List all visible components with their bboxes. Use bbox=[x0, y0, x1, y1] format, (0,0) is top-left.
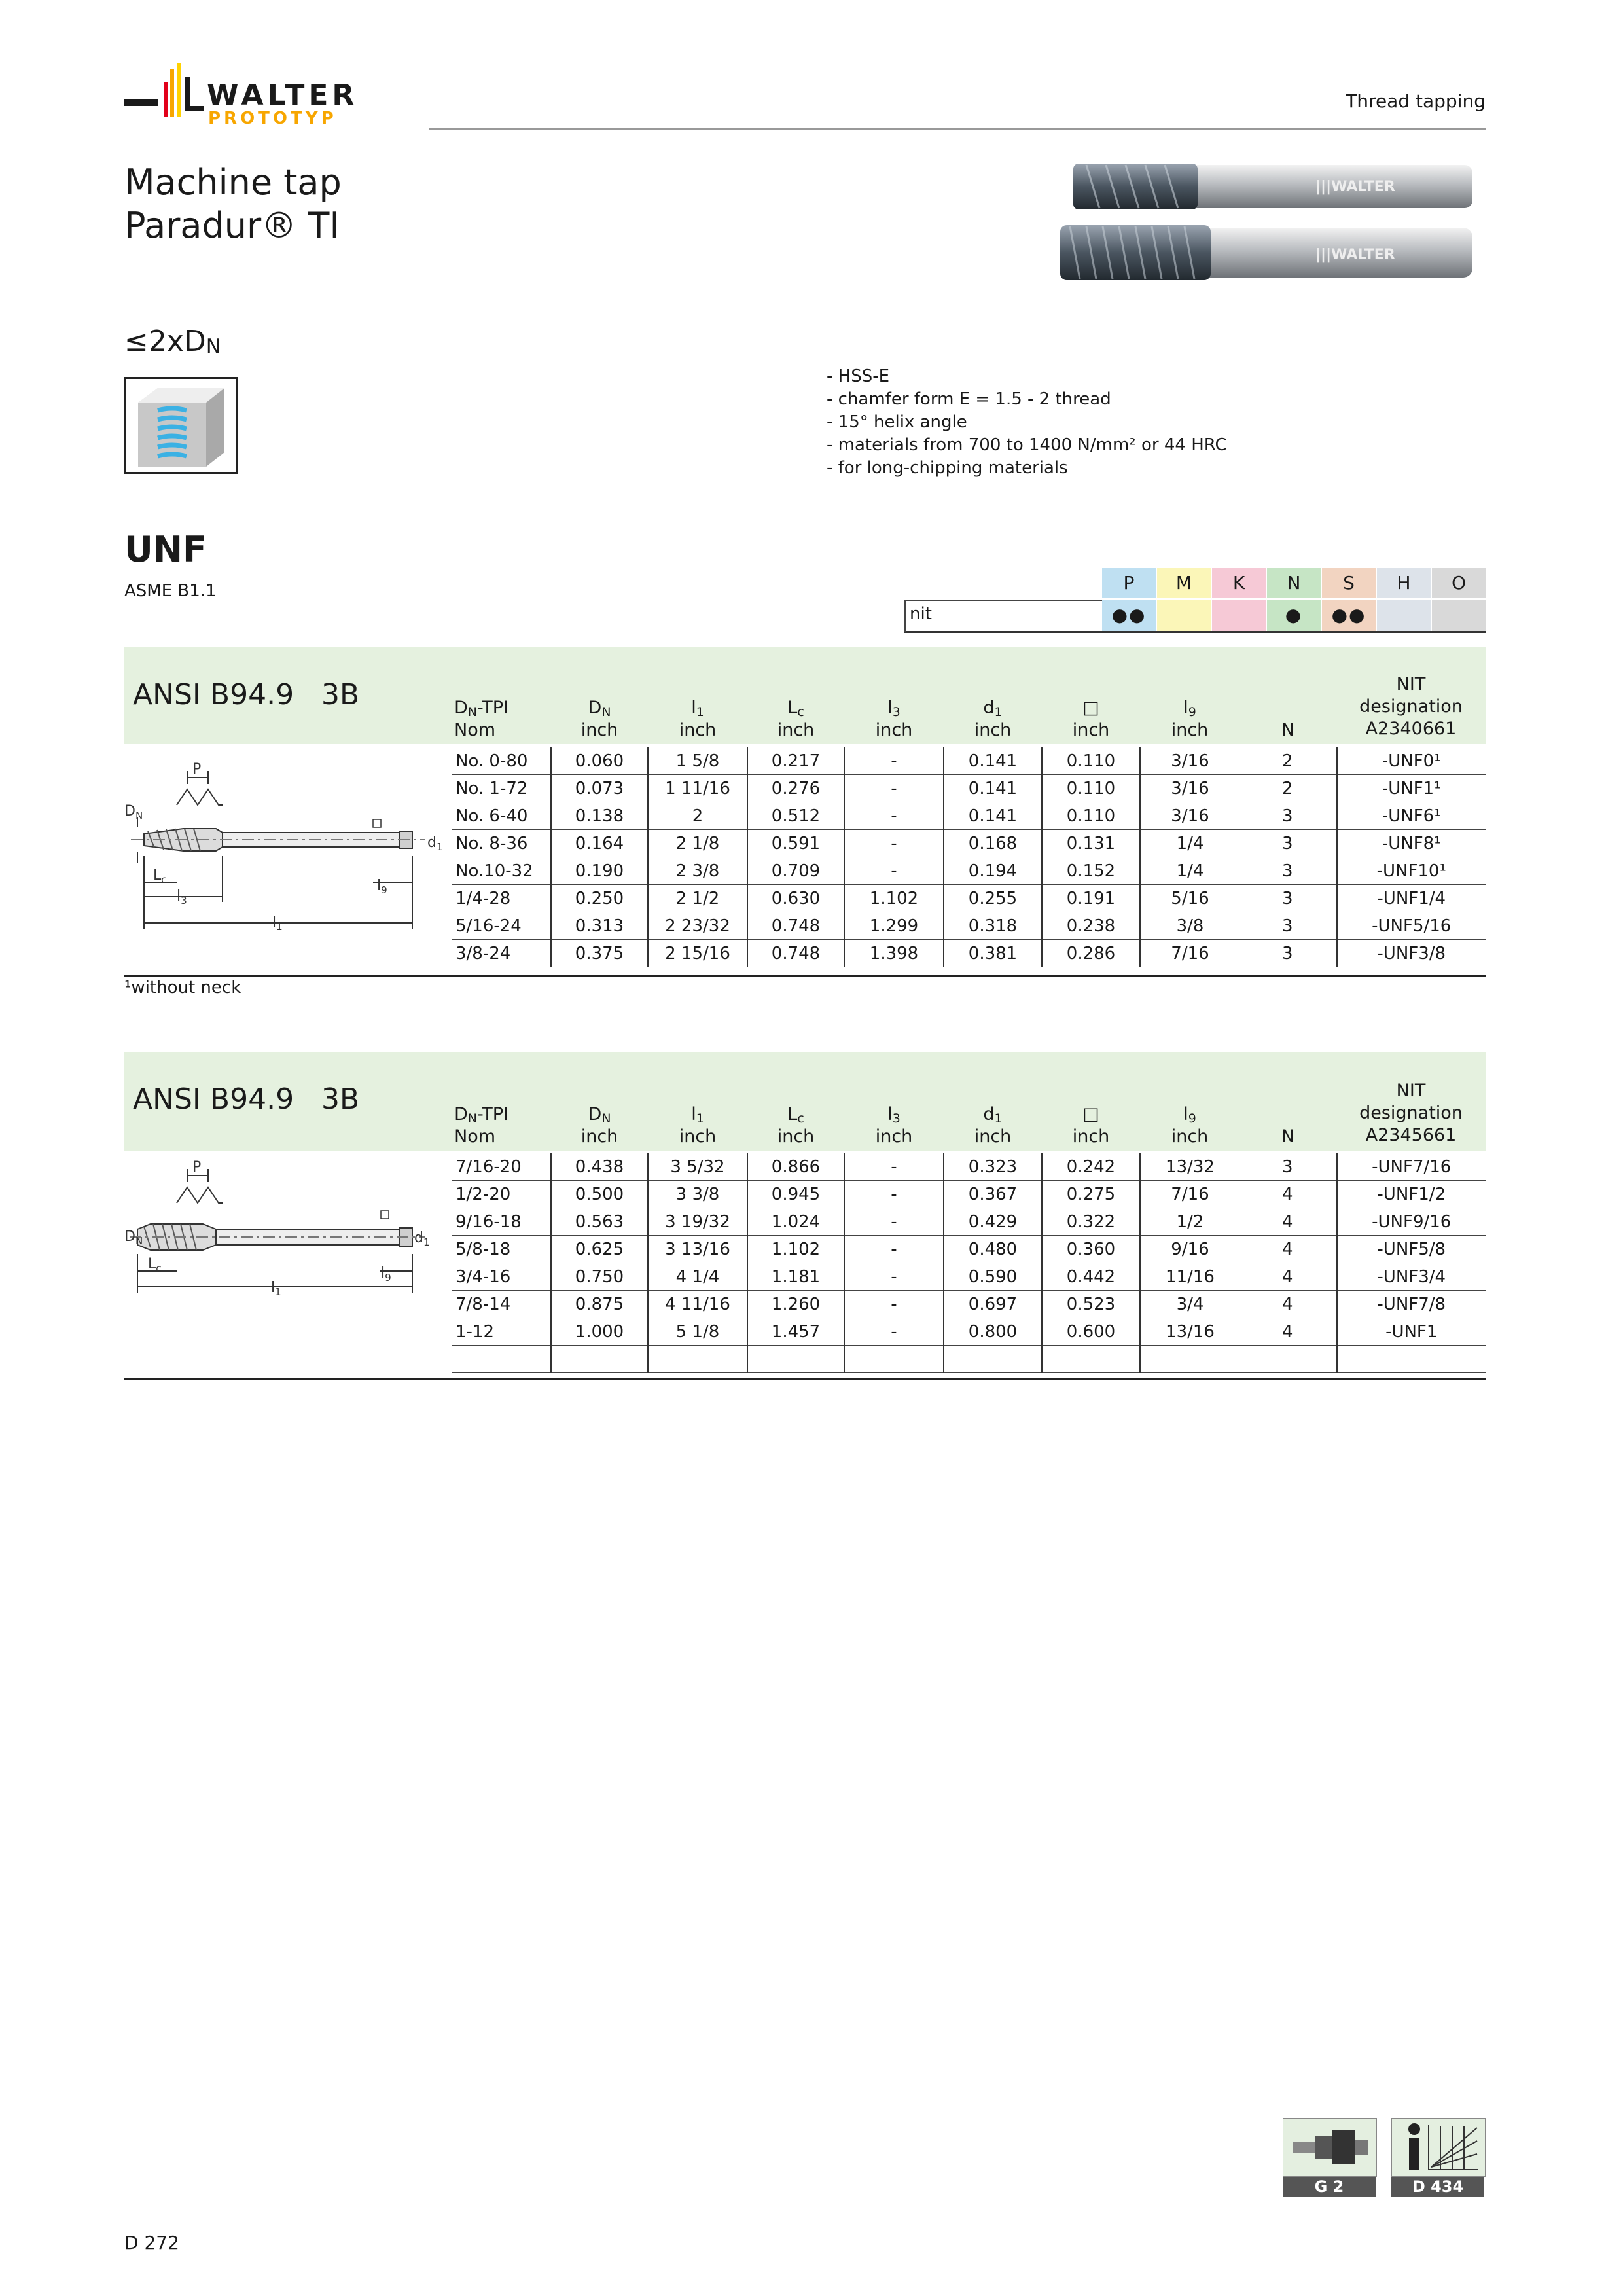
material-column bbox=[1266, 568, 1321, 631]
table-cell: 2 bbox=[648, 802, 747, 830]
table-cell: 13/32 bbox=[1140, 1153, 1240, 1181]
table-cell: 0.625 bbox=[551, 1236, 648, 1263]
svg-text:DN: $D_N$ bbox=[124, 803, 143, 821]
table-cell: 3 bbox=[1240, 912, 1336, 940]
material-rating: ●● bbox=[1322, 598, 1376, 631]
svg-text:Lc: $L_c$ bbox=[148, 1256, 162, 1274]
table-cell: 3 bbox=[1240, 802, 1336, 830]
table-cell: 2 1/8 bbox=[648, 830, 747, 857]
svg-text:l9: $l_9$ bbox=[381, 1265, 391, 1283]
table-row bbox=[452, 1236, 1486, 1263]
table-cell: 0.523 bbox=[1042, 1291, 1140, 1318]
svg-text:l1: $l_1$ bbox=[271, 1280, 281, 1298]
table-cell: -UNF1/2 bbox=[1336, 1181, 1486, 1208]
table-cell: 5/8-18 bbox=[452, 1236, 551, 1263]
table-cell: 2 1/2 bbox=[648, 885, 747, 912]
material-label: O bbox=[1432, 568, 1486, 598]
table-cell: -UNF5/8 bbox=[1336, 1236, 1486, 1263]
table-cell: - bbox=[844, 802, 944, 830]
table2-bottom-rule bbox=[124, 1378, 1486, 1380]
table-cell: -UNF10¹ bbox=[1336, 857, 1486, 885]
reference-g2[interactable] bbox=[1283, 2118, 1377, 2197]
svg-text:d1: $d_1$ bbox=[427, 834, 443, 853]
table-cell: 4 bbox=[1240, 1291, 1336, 1318]
table-cell: 2 bbox=[1240, 747, 1336, 775]
table-cell: -UNF3/4 bbox=[1336, 1263, 1486, 1291]
table-cell: No. 0-80 bbox=[452, 747, 551, 775]
svg-text:l9: $l_9$ bbox=[377, 878, 387, 896]
table-cell: -UNF5/16 bbox=[1336, 912, 1486, 940]
table-cell: 3 bbox=[1240, 1153, 1336, 1181]
table-cell: 0.190 bbox=[551, 857, 648, 885]
table-cell: 0.748 bbox=[747, 912, 844, 940]
table-cell: 0.138 bbox=[551, 802, 648, 830]
table-cell: 3 bbox=[1240, 940, 1336, 967]
table-row bbox=[452, 857, 1486, 885]
table-cell: 0.367 bbox=[944, 1181, 1042, 1208]
table-cell: 0.438 bbox=[551, 1153, 648, 1181]
table-cell: 0.800 bbox=[944, 1318, 1042, 1346]
table-cell: - bbox=[844, 1291, 944, 1318]
table-cell: - bbox=[844, 830, 944, 857]
table-cell: 3 bbox=[1240, 885, 1336, 912]
col-header-l9: $l_9$ inch bbox=[1171, 698, 1209, 740]
depth-label bbox=[124, 325, 221, 358]
table-cell: 4 11/16 bbox=[648, 1291, 747, 1318]
table1-title: ANSI B94.9 3B bbox=[133, 678, 360, 711]
material-column bbox=[1102, 568, 1156, 631]
table-cell: 3 5/32 bbox=[648, 1153, 747, 1181]
svg-text:P: P bbox=[192, 1159, 202, 1175]
table-cell: -UNF1¹ bbox=[1336, 775, 1486, 802]
table-cell: 4 bbox=[1240, 1318, 1336, 1346]
feature-item: - HSS-E bbox=[827, 367, 890, 386]
table-cell: - bbox=[844, 1263, 944, 1291]
feature-item: - for long-chipping materials bbox=[827, 458, 1068, 478]
table-cell: 5/16-24 bbox=[452, 912, 551, 940]
reference-g2-label: G 2 bbox=[1283, 2177, 1376, 2197]
table-row bbox=[452, 830, 1486, 857]
material-label: M bbox=[1157, 568, 1211, 598]
table-cell: 1/4 bbox=[1140, 830, 1240, 857]
table-cell: - bbox=[844, 1236, 944, 1263]
svg-text:DN: $D_N$ bbox=[124, 1229, 143, 1247]
table-cell: 3/4-16 bbox=[452, 1263, 551, 1291]
col-header-dn-tpi: $D_N$-TPI Nom bbox=[454, 1104, 508, 1147]
svg-text:|||WALTER: |||WALTER bbox=[1315, 179, 1395, 195]
table-cell: 3 19/32 bbox=[648, 1208, 747, 1236]
table-cell: - bbox=[844, 1318, 944, 1346]
table-cell: 0.168 bbox=[944, 830, 1042, 857]
feature-item: - 15° helix angle bbox=[827, 412, 967, 432]
table-cell: 4 bbox=[1240, 1208, 1336, 1236]
table-cell: No. 8-36 bbox=[452, 830, 551, 857]
table-cell: 0.591 bbox=[747, 830, 844, 857]
table-cell: 2 3/8 bbox=[648, 857, 747, 885]
table-cell: 0.429 bbox=[944, 1208, 1042, 1236]
table-cell: 13/16 bbox=[1140, 1318, 1240, 1346]
feature-item: - chamfer form E = 1.5 - 2 thread bbox=[827, 389, 1111, 409]
svg-text:Lc: $L_c$ bbox=[153, 867, 167, 886]
table-row bbox=[452, 912, 1486, 940]
table-cell: 1/2 bbox=[1140, 1208, 1240, 1236]
table-cell: 0.875 bbox=[551, 1291, 648, 1318]
table-cell: No.10-32 bbox=[452, 857, 551, 885]
table-cell: 1.000 bbox=[551, 1318, 648, 1346]
table-cell: 0.313 bbox=[551, 912, 648, 940]
table-cell: 0.242 bbox=[1042, 1153, 1140, 1181]
table-cell: 0.255 bbox=[944, 885, 1042, 912]
table-cell: - bbox=[844, 1153, 944, 1181]
table-cell: 3 13/16 bbox=[648, 1236, 747, 1263]
table-cell: 0.630 bbox=[747, 885, 844, 912]
material-label: N bbox=[1267, 568, 1321, 598]
table-cell: -UNF3/8 bbox=[1336, 940, 1486, 967]
table-cell: 0.322 bbox=[1042, 1208, 1140, 1236]
header-rule bbox=[429, 128, 1486, 130]
col-header-dn: $D_N$ inch bbox=[580, 1104, 618, 1147]
table-cell: 0.191 bbox=[1042, 885, 1140, 912]
table-cell: 3 bbox=[1240, 857, 1336, 885]
table-cell: 0.866 bbox=[747, 1153, 844, 1181]
col-header-nit: NIT designation A2340661 bbox=[1359, 674, 1463, 739]
table-cell: 0.152 bbox=[1042, 857, 1140, 885]
table-cell: 0.381 bbox=[944, 940, 1042, 967]
table-cell: 4 1/4 bbox=[648, 1263, 747, 1291]
table-cell: -UNF0¹ bbox=[1336, 747, 1486, 775]
table-cell: -UNF9/16 bbox=[1336, 1208, 1486, 1236]
table-cell: -UNF7/16 bbox=[1336, 1153, 1486, 1181]
col-header-nit: NIT designation A2345661 bbox=[1359, 1081, 1463, 1145]
table-cell: 0.110 bbox=[1042, 747, 1140, 775]
feature-item: - materials from 700 to 1400 N/mm² or 44 HRC bbox=[827, 435, 1227, 455]
page-title bbox=[124, 161, 342, 247]
table-cell: 0.563 bbox=[551, 1208, 648, 1236]
table-cell: 0.442 bbox=[1042, 1263, 1140, 1291]
table-cell: 0.500 bbox=[551, 1181, 648, 1208]
title-line-2: Paradur® TI bbox=[124, 205, 340, 246]
thread-standard: ASME B1.1 bbox=[124, 581, 217, 601]
table-cell: 0.110 bbox=[1042, 775, 1140, 802]
svg-text:l3: $l_3$ bbox=[177, 888, 187, 906]
table-cell: 4 bbox=[1240, 1263, 1336, 1291]
table-cell: 7/16 bbox=[1140, 1181, 1240, 1208]
material-column bbox=[1321, 568, 1376, 631]
col-header-l3: $l_3$ inch bbox=[875, 1104, 913, 1147]
table-cell: 3 bbox=[1240, 830, 1336, 857]
col-header-l3: $l_3$ inch bbox=[875, 698, 913, 740]
table-row bbox=[452, 1263, 1486, 1291]
material-label: S bbox=[1322, 568, 1376, 598]
col-header-n: N bbox=[1281, 720, 1295, 740]
table-cell: 0.945 bbox=[747, 1181, 844, 1208]
table-cell: 2 23/32 bbox=[648, 912, 747, 940]
table-cell: 1/2-20 bbox=[452, 1181, 551, 1208]
material-column bbox=[1431, 568, 1486, 631]
table-cell: 1.398 bbox=[844, 940, 944, 967]
table-cell: 3/16 bbox=[1140, 775, 1240, 802]
depth-prefix: ≤2xD bbox=[124, 325, 206, 358]
tool-holder-icon bbox=[1283, 2119, 1376, 2176]
table-cell: 4 bbox=[1240, 1236, 1336, 1263]
table-cell: No. 6-40 bbox=[452, 802, 551, 830]
material-rating bbox=[1212, 598, 1266, 631]
svg-text:l1: $l_1$ bbox=[272, 914, 283, 933]
col-header-lc: $L_c$ inch bbox=[777, 1104, 815, 1147]
table-cell: -UNF1 bbox=[1336, 1318, 1486, 1346]
tap-product-image bbox=[1034, 157, 1486, 288]
table-cell: - bbox=[844, 1208, 944, 1236]
title-line-1: Machine tap bbox=[124, 162, 342, 203]
depth-sub: N bbox=[205, 335, 221, 359]
table1-column-headers bbox=[452, 647, 1486, 744]
page-number: D 272 bbox=[124, 2232, 179, 2253]
col-header-lc: $L_c$ inch bbox=[777, 698, 815, 740]
reference-d434[interactable] bbox=[1391, 2118, 1486, 2197]
tap-drawing-short bbox=[124, 751, 452, 948]
table-cell: 0.375 bbox=[551, 940, 648, 967]
material-rating: ● bbox=[1267, 598, 1321, 631]
table1-body bbox=[452, 747, 1486, 967]
table-cell: 0.073 bbox=[551, 775, 648, 802]
table-cell: 0.750 bbox=[551, 1263, 648, 1291]
material-label: K bbox=[1212, 568, 1266, 598]
table-cell: 1.024 bbox=[747, 1208, 844, 1236]
table-cell: 0.250 bbox=[551, 885, 648, 912]
table-row bbox=[452, 1318, 1486, 1346]
table-cell: 0.590 bbox=[944, 1263, 1042, 1291]
table1-footnote: ¹without neck bbox=[124, 978, 241, 997]
material-rating: ●● bbox=[1102, 598, 1156, 631]
material-column bbox=[1376, 568, 1431, 631]
col-header-square: □ inch bbox=[1072, 1104, 1110, 1147]
table-cell: 0.286 bbox=[1042, 940, 1140, 967]
table-cell: 0.141 bbox=[944, 802, 1042, 830]
svg-text:d1: $d_1$ bbox=[414, 1230, 430, 1248]
table-row bbox=[452, 940, 1486, 967]
table-cell: 0.276 bbox=[747, 775, 844, 802]
table-cell: 5/16 bbox=[1140, 885, 1240, 912]
table-cell: 1/4-28 bbox=[452, 885, 551, 912]
table-cell: -UNF6¹ bbox=[1336, 802, 1486, 830]
col-header-dn: $D_N$ inch bbox=[580, 698, 618, 740]
col-header-square: □ inch bbox=[1072, 698, 1110, 740]
col-header-d1: $d_1$ inch bbox=[974, 1104, 1012, 1147]
table-cell: 7/16 bbox=[1140, 940, 1240, 967]
table-cell: 1.260 bbox=[747, 1291, 844, 1318]
material-rating bbox=[1157, 598, 1211, 631]
table-cell: - bbox=[844, 747, 944, 775]
table-row bbox=[452, 1291, 1486, 1318]
table-cell: 0.238 bbox=[1042, 912, 1140, 940]
col-header-l9: $l_9$ inch bbox=[1171, 1104, 1209, 1147]
table-cell: 0.748 bbox=[747, 940, 844, 967]
info-chart-icon bbox=[1392, 2119, 1485, 2176]
table2-title: ANSI B94.9 3B bbox=[133, 1083, 360, 1116]
walter-logo bbox=[124, 60, 399, 132]
table-cell: 0.275 bbox=[1042, 1181, 1140, 1208]
material-column bbox=[1156, 568, 1211, 631]
table-cell: 1.457 bbox=[747, 1318, 844, 1346]
table-cell: -UNF7/8 bbox=[1336, 1291, 1486, 1318]
material-label: P bbox=[1102, 568, 1156, 598]
material-row-label: nit bbox=[910, 604, 932, 624]
table-cell: 0.480 bbox=[944, 1236, 1042, 1263]
col-header-d1: $d_1$ inch bbox=[974, 698, 1012, 740]
table-cell: 7/16-20 bbox=[452, 1153, 551, 1181]
table-cell: 3/4 bbox=[1140, 1291, 1240, 1318]
material-column bbox=[1211, 568, 1266, 631]
table-cell: 0.709 bbox=[747, 857, 844, 885]
pitch-label: P bbox=[192, 761, 202, 778]
table1-bottom-rule bbox=[124, 975, 1486, 977]
table-cell: 1.299 bbox=[844, 912, 944, 940]
table-cell: 0.194 bbox=[944, 857, 1042, 885]
table2-body bbox=[452, 1153, 1486, 1373]
table-cell: 0.131 bbox=[1042, 830, 1140, 857]
table-cell: 11/16 bbox=[1140, 1263, 1240, 1291]
blind-hole-icon bbox=[124, 377, 238, 474]
table-row bbox=[452, 775, 1486, 802]
table-cell: 0.318 bbox=[944, 912, 1042, 940]
table-cell: 0.600 bbox=[1042, 1318, 1140, 1346]
col-header-dn-tpi: $D_N$-TPI Nom bbox=[454, 698, 508, 740]
table2-column-headers bbox=[452, 1052, 1486, 1151]
table-row bbox=[452, 747, 1486, 775]
table-cell: 2 15/16 bbox=[648, 940, 747, 967]
table-cell: 1.102 bbox=[747, 1236, 844, 1263]
table-cell: 1.102 bbox=[844, 885, 944, 912]
table-cell: 0.217 bbox=[747, 747, 844, 775]
table-cell: 1-12 bbox=[452, 1318, 551, 1346]
table-cell: No. 1-72 bbox=[452, 775, 551, 802]
material-label: H bbox=[1377, 568, 1431, 598]
table-cell: 3/16 bbox=[1140, 747, 1240, 775]
feature-list bbox=[827, 365, 1227, 480]
table-cell: 1/4 bbox=[1140, 857, 1240, 885]
table-cell: 3 3/8 bbox=[648, 1181, 747, 1208]
table-cell: 0.141 bbox=[944, 775, 1042, 802]
tap-drawing-long bbox=[124, 1156, 452, 1319]
thread-name: UNF bbox=[124, 529, 207, 570]
material-rating bbox=[1432, 598, 1486, 631]
table-cell: 0.360 bbox=[1042, 1236, 1140, 1263]
material-rating bbox=[1377, 598, 1431, 631]
col-header-l1: $l_1$ inch bbox=[679, 698, 717, 740]
table-cell: - bbox=[844, 775, 944, 802]
table-cell: 0.164 bbox=[551, 830, 648, 857]
table-cell: 9/16-18 bbox=[452, 1208, 551, 1236]
table-cell: 3/8 bbox=[1140, 912, 1240, 940]
table-cell: 1 11/16 bbox=[648, 775, 747, 802]
table-cell: 1.181 bbox=[747, 1263, 844, 1291]
table-row bbox=[452, 1153, 1486, 1181]
section-label: Thread tapping bbox=[1346, 90, 1486, 112]
table-cell: - bbox=[844, 857, 944, 885]
col-header-l1: $l_1$ inch bbox=[679, 1104, 717, 1147]
table-cell: 9/16 bbox=[1140, 1236, 1240, 1263]
table-cell: - bbox=[844, 1181, 944, 1208]
table-row bbox=[452, 1208, 1486, 1236]
table-cell: -UNF8¹ bbox=[1336, 830, 1486, 857]
table-cell: 3/8-24 bbox=[452, 940, 551, 967]
svg-text:|||WALTER: |||WALTER bbox=[1315, 247, 1395, 263]
table-cell: 5 1/8 bbox=[648, 1318, 747, 1346]
table-cell: 0.110 bbox=[1042, 802, 1140, 830]
table-cell: 7/8-14 bbox=[452, 1291, 551, 1318]
reference-d434-label: D 434 bbox=[1391, 2177, 1484, 2197]
col-header-n: N bbox=[1281, 1126, 1295, 1147]
table-cell: 0.697 bbox=[944, 1291, 1042, 1318]
table-cell: 4 bbox=[1240, 1181, 1336, 1208]
logo-sub-text: PROTOTYP bbox=[208, 109, 337, 128]
table-cell: 0.141 bbox=[944, 747, 1042, 775]
table-cell: 3/16 bbox=[1140, 802, 1240, 830]
table-cell: 1 5/8 bbox=[648, 747, 747, 775]
table-row bbox=[452, 802, 1486, 830]
table-cell: -UNF1/4 bbox=[1336, 885, 1486, 912]
table-cell: 0.060 bbox=[551, 747, 648, 775]
table-cell: 0.323 bbox=[944, 1153, 1042, 1181]
table-row bbox=[452, 1181, 1486, 1208]
table-cell: 2 bbox=[1240, 775, 1336, 802]
table-row bbox=[452, 885, 1486, 912]
logo-brand-text: WALTER bbox=[207, 79, 359, 112]
table-row-empty bbox=[452, 1346, 1486, 1373]
table-cell: 0.512 bbox=[747, 802, 844, 830]
